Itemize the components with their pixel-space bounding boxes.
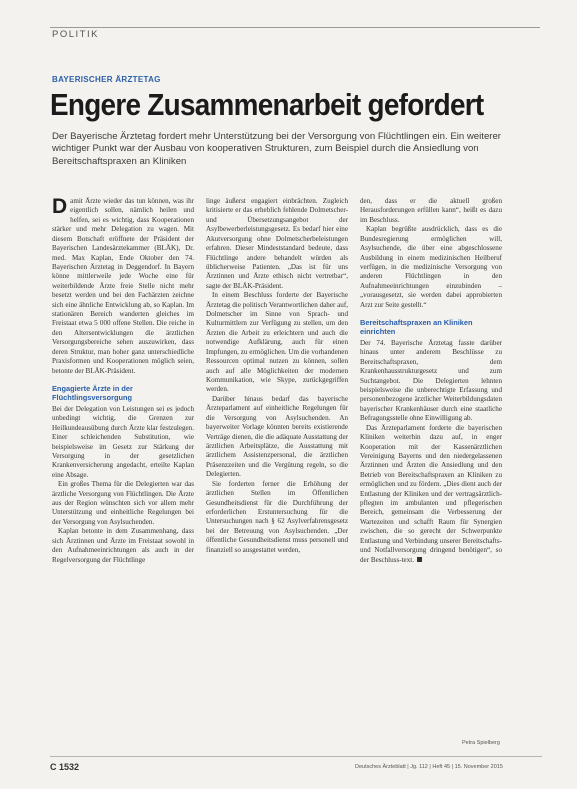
publication-footer: Deutsches Ärzteblatt | Jg. 112 | Heft 45 | 15. November 2015 [355,764,503,770]
paragraph: den, dass er die aktuell großen Herausforderungen erfüllen kann“, heißt es dazu im Beschluss. [360,197,502,224]
article-headline: Engere Zusammenarbeit gefordert [50,87,484,122]
paragraph: Sie forderten ferner die Erhöhung der ärztlichen Stellen im Öffentlichen Gesundheitsdienst für die Durchführung der erforderlichen Erstuntersuchung für die Untersuchungen nach § 62 Asylverfahrensgesetz bei der Betreuung von Asylsuchenden. „Der öffentliche Gesundheitsdienst muss personell und finanziell so ausgestattet werden, [206,479,348,554]
article-kicker: BAYERISCHER ÄRZTETAG [52,75,161,84]
top-rule [50,27,540,28]
drop-cap: D [52,197,68,218]
paragraph: Darüber hinaus bedarf das bayerische Ärzteparlament auf einheitliche Regelungen für die Versorgung von Asylsuchenden. An bayerweiter Vorlage könnten bereits existierende Verträge dienen, die die adäquate Ausstattung der ärztlichen Arbeitsplätze, die Ausstattung mit ärztlichem Assistenzpersonal, die ärztlichen Präsenzzeiten und die Vergütung regeln, so die Delegierten. [206,394,348,479]
subheading: Engagierte Ärzte in der Flüchtlingsversorgung [52,384,133,403]
paragraph: In einem Beschluss forderte der Bayerische Ärztetag die politisch Verantwortlichen daher auf, Dolmetscher im Sinne von Sprach- und Kulturmittlern zur Verfügung zu stellen, um den Ärzten die Arbeit zu erleichtern und auch die notwendige Aufklärung, auch für einen Impfungen, zu ermöglichen. Um die vorhandenen Ressourcen optimal nutzen zu können, sollen auch auf alle Möglichkeiten der modernen Kommunikation, wie Skype, zurückgegriffen werden. [206,291,348,394]
footer-rule [50,756,542,757]
text-column-2 [206,197,348,757]
text-column-3 [360,197,502,757]
author-credit: Petra Spielberg [462,740,500,746]
text-column-1 [52,197,194,757]
page-number: C 1532 [50,762,80,772]
subheading: Bereitschaftspraxen an Kliniken einrichten [360,318,473,337]
paragraph: Das Ärzteparlament forderte die bayerischen Kliniken weiterhin dazu auf, in enger Kooperation mit der Kassenärztlichen Vereinigung Bayerns und den niedergelassenen Ärztinnen und Ärzten die Ansiedlung und den Betrieb von Bereitschaftspraxen an Kliniken zu ermöglichen und zu fördern. „Dies dient auch der Entlastung der Kliniken und der vertragsärztlich-pflegten im ambulanten und pflegerischen Bereich, gemeinsam die Verbesserung der Wartezeiten und schafft Raum für Synergien zwischen, die so gerecht der Schwerpunkte Entlastung und Verbindung unserer Bereitschafts- und Notfallversorgung dringend benötigen“, so der Beschluss-text. [360,423,502,564]
paragraph: Kaplan betonte in dem Zusammenhang, dass sich Ärztinnen und Ärzte im Freistaat sowohl in den Aufnahmeeinrichtungen als auch in der Regelversorgung der Flüchtlinge [52,527,194,564]
paragraph: Bei der Delegation von Leistungen sei es jedoch unbedingt wichtig, die Grenzen zur Heilkundeausübung durch Ärzte klar festzulegen. Einer schleichenden Substitution, wie beispielsweise im Gesetz zur Stärkung der Versorgung in der gesetzlichen Krankenversicherung angedacht, erteilte Kaplan eine Absage. [52,404,194,479]
article-lead: Der Bayerische Ärztetag fordert mehr Unterstützung bei der Versorgung von Flüchtlingen ein. Ein weiterer wichtiger Punkt war der Ausbau von kooperativen Strukturen, zum Beispiel durch die Ansiedlung von Bereitschaftspraxen an Kliniken [52,131,501,167]
end-of-article-mark [417,557,422,562]
paragraph: linge äußerst engagiert einbrächten. Zugleich kritisierte er das erheblich fehlende Dolmetscher- und Übersetzungsangebot der Asylbewerberleistungsgesetz. Es bedarf hier eine Akutversorgung ohne Dolmetscherbeleistungen erfahren. Dieser Mindeststandard bedeute, dass Flüchtlinge andere behandelt würden als üblicherweise Patienten. „Das ist für uns Ärztinnen und Ärzte ethisch nicht vertretbar“, sagte der BLÄK-Präsident. [206,197,348,290]
section-label: POLITIK [52,29,99,40]
paragraph: Damit Ärzte wieder das tun können, was ihr eigentlich sollen, nämlich heilen und helfen, sei es wichtig, dass Kooperationen stärker und mehr Delegation zu wagen. Mit diesem Botschaft eröffnete der Präsident der Bayerischen Landesärztekammer (BLÄK), Dr. med. Max Kaplan, Ende Oktober den 74. Bayerischen Ärztetag in Deggendorf. In Bayern könne mittlerweile jede Woche eine für weiterbildende Ärzte freie Stelle nicht mehr besetzt werden und bei den Fachärzten zeichne sich eine ähnliche Entwicklung ab, so Kaplan. Im stationären Bereich wanderten gleiches im Freistaat etwa 5 000 offene Stellen. Die reiche in den Altersentwicklungen die ärztlichen Versorgungsbereiche sehen auszuwirken, dass deren Struktur, man hoher ganz unterschiedliche Praxisformen und Kooperationen möglich seien, betonte der BLÄK-Präsident. [52,197,194,375]
paragraph: Der 74. Bayerische Ärztetag fasste darüber hinaus unter anderem Beschlüsse zu Bereitschaftspraxen, dem Krankenhausstrukturgesetz und zum Suchtangebot. Die Delegierten lehnten beispielsweise die unberechtigte Erfassung und personenbezogene ärztlicher Weiterbildungsdaten bayerischer Krankenhäuser durch eine staatliche Befragungsstelle ohne Einwilligung ab. [360,338,502,423]
paragraph: Kaplan begrüßte ausdrücklich, dass es die Bundesregierung ermöglichen will, Asylsuchende, die über eine abgeschlossene Ausbildung in einem medizinischen Heilberuf verfügen, in die medizinische Versorgung von anderen Flüchtlingen in den Aufnahmeeinrichtungen einzubinden – „vorausgesetzt, sie werden dabei approbierten Arzt zur Seite gestellt.“ [360,225,502,309]
paragraph: Ein großes Thema für die Delegierten war das ärztliche Versorgung von Flüchtlingen. Die Ärzte aus der Region wünschten sich vor allem mehr Unterstützung und einheitliche Regelungen bei der Versorgung von Asylsuchenden. [52,480,194,526]
